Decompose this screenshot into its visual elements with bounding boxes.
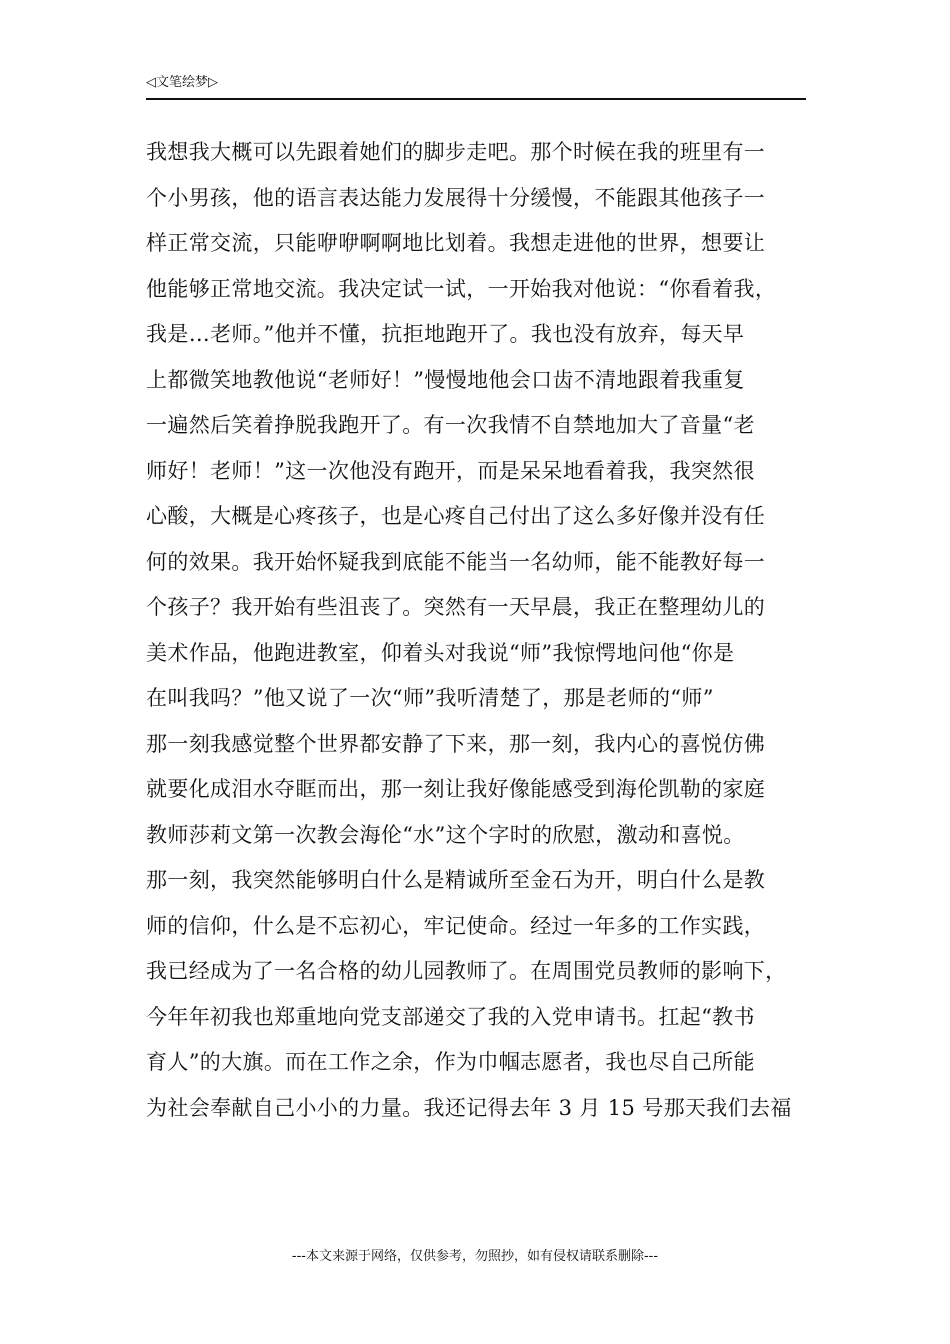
body-line: 个小男孩，他的语言表达能力发展得十分缓慢，不能跟其他孩子一 bbox=[146, 185, 766, 210]
body-line: 在叫我吗？”他又说了一次“师”我听清楚了，那是老师的“师” bbox=[146, 686, 714, 710]
body-line: 育人”的大旗。而在工作之余，作为巾帼志愿者，我也尽自己所能 bbox=[146, 1050, 755, 1074]
body-line: 上都微笑地教他说“老师好！”慢慢地他会口齿不清地跟着我重复 bbox=[146, 367, 745, 392]
page-header bbox=[146, 74, 806, 100]
body-line: 美术作品，他跑进教室，仰着头对我说“师”我惊愕地问他“你是 bbox=[146, 640, 735, 665]
body-line: 那一刻我感觉整个世界都安静了下来，那一刻，我内心的喜悦仿佛 bbox=[146, 731, 766, 756]
body-line: 何的效果。我开始怀疑我到底能不能当一名幼师，能不能教好每一 bbox=[146, 549, 766, 574]
body-line: 我已经成为了一名合格的幼儿园教师了。在周围党员教师的影响下， bbox=[146, 959, 787, 983]
body-line: 今年年初我也郑重地向党支部递交了我的入党申请书。扛起“教书 bbox=[146, 1004, 755, 1029]
body-line: 他能够正常地交流。我决定试一试，一开始我对他说：“你看着我， bbox=[146, 276, 777, 301]
body-line: 个孩子？我开始有些沮丧了。突然有一天早晨，我正在整理幼儿的 bbox=[146, 595, 766, 619]
body-text bbox=[146, 134, 810, 1135]
body-line: 就要化成泪水夺眶而出，那一刻让我好像能感受到海伦凯勒的家庭 bbox=[146, 777, 766, 801]
body-line: 心酸，大概是心疼孩子，也是心疼自己付出了这么多好像并没有任 bbox=[146, 504, 766, 528]
body-line: 样正常交流，只能咿咿啊啊地比划着。我想走进他的世界，想要让 bbox=[146, 231, 766, 255]
body-line: 教师莎莉文第一次教会海伦“水”这个字时的欣慰，激动和喜悦。 bbox=[146, 822, 745, 847]
body-line: 我想我大概可以先跟着她们的脚步走吧。那个时候在我的班里有一 bbox=[146, 140, 766, 164]
body-line: 一遍然后笑着挣脱我跑开了。有一次我情不自禁地加大了音量“老 bbox=[146, 413, 755, 437]
body-line: 师的信仰，什么是不忘初心，牢记使命。经过一年多的工作实践， bbox=[146, 913, 766, 938]
body-line: 我是…老师。”他并不懂，抗拒地跑开了。我也没有放弃，每天早 bbox=[146, 322, 745, 346]
header-title: ◁文笔绘梦▷ bbox=[146, 75, 218, 90]
body-line: 那一刻，我突然能够明白什么是精诚所至金石为开，明白什么是教 bbox=[146, 868, 766, 892]
page-footer: ---本文来源于网络，仅供参考，勿照抄，如有侵权请联系删除--- bbox=[291, 1249, 659, 1264]
body-line: 师好！老师！”这一次他没有跑开，而是呆呆地看着我，我突然很 bbox=[146, 458, 755, 483]
body-line: 为社会奉献自己小小的力量。我还记得去年 3 月 15 号那天我们去福 bbox=[146, 1095, 792, 1120]
